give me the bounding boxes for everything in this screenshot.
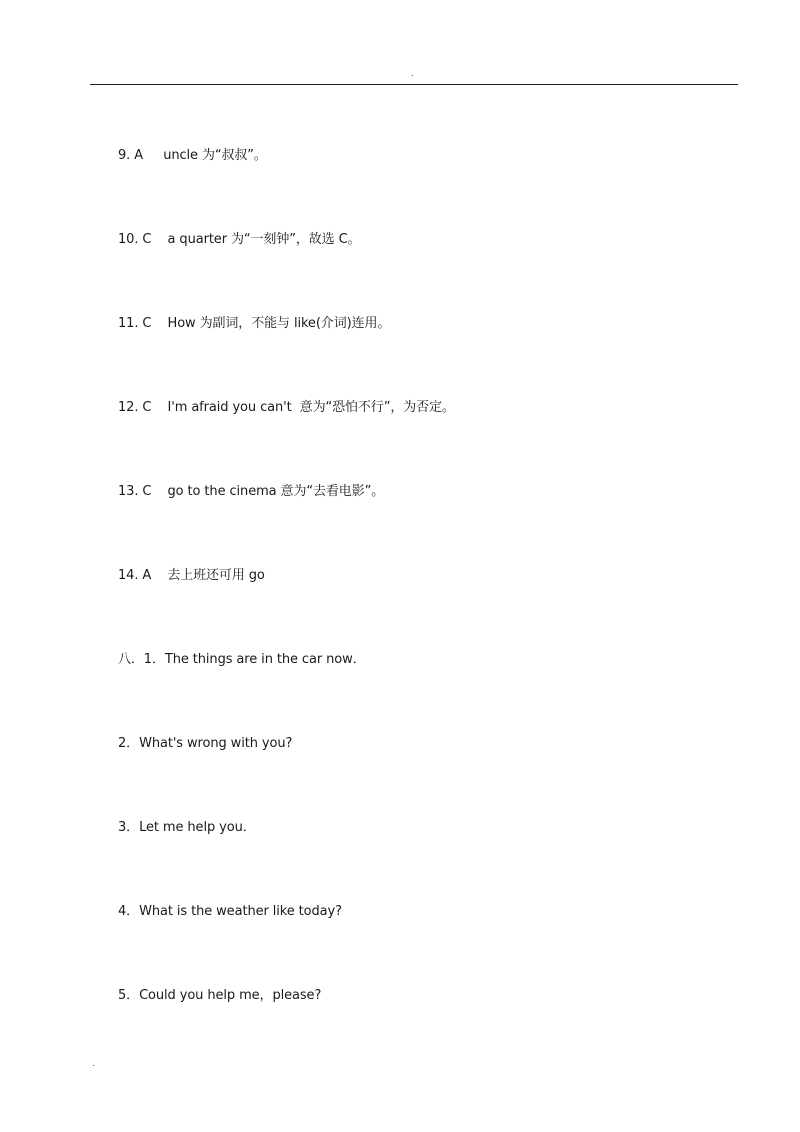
answer-line: 12. C I'm afraid you can't 意为“恐怕不行”，为否定。 (118, 400, 455, 415)
answer-line: 2．What's wrong with you? (118, 736, 293, 751)
answer-line: 11. C How 为副词，不能与 like(介词)连用。 (118, 316, 391, 331)
answer-line: 14. A 去上班还可用 go (118, 568, 265, 583)
answer-line: 9. A uncle 为“叔叔”。 (118, 148, 267, 163)
header-rule (90, 84, 738, 85)
answer-line: 3．Let me help you． (118, 820, 256, 835)
answer-line: 5．Could you help me，please? (118, 988, 322, 1003)
answer-line: 10. C a quarter 为“一刻钟”，故选 C。 (118, 232, 361, 247)
footer-mark: . (92, 1059, 95, 1068)
header-mark: . (411, 69, 414, 78)
answer-line: 八．1．The things are in the car now． (118, 652, 366, 667)
answer-line: 4．What is the weather like today? (118, 904, 342, 919)
answer-line: 13. C go to the cinema 意为“去看电影”。 (118, 484, 385, 499)
